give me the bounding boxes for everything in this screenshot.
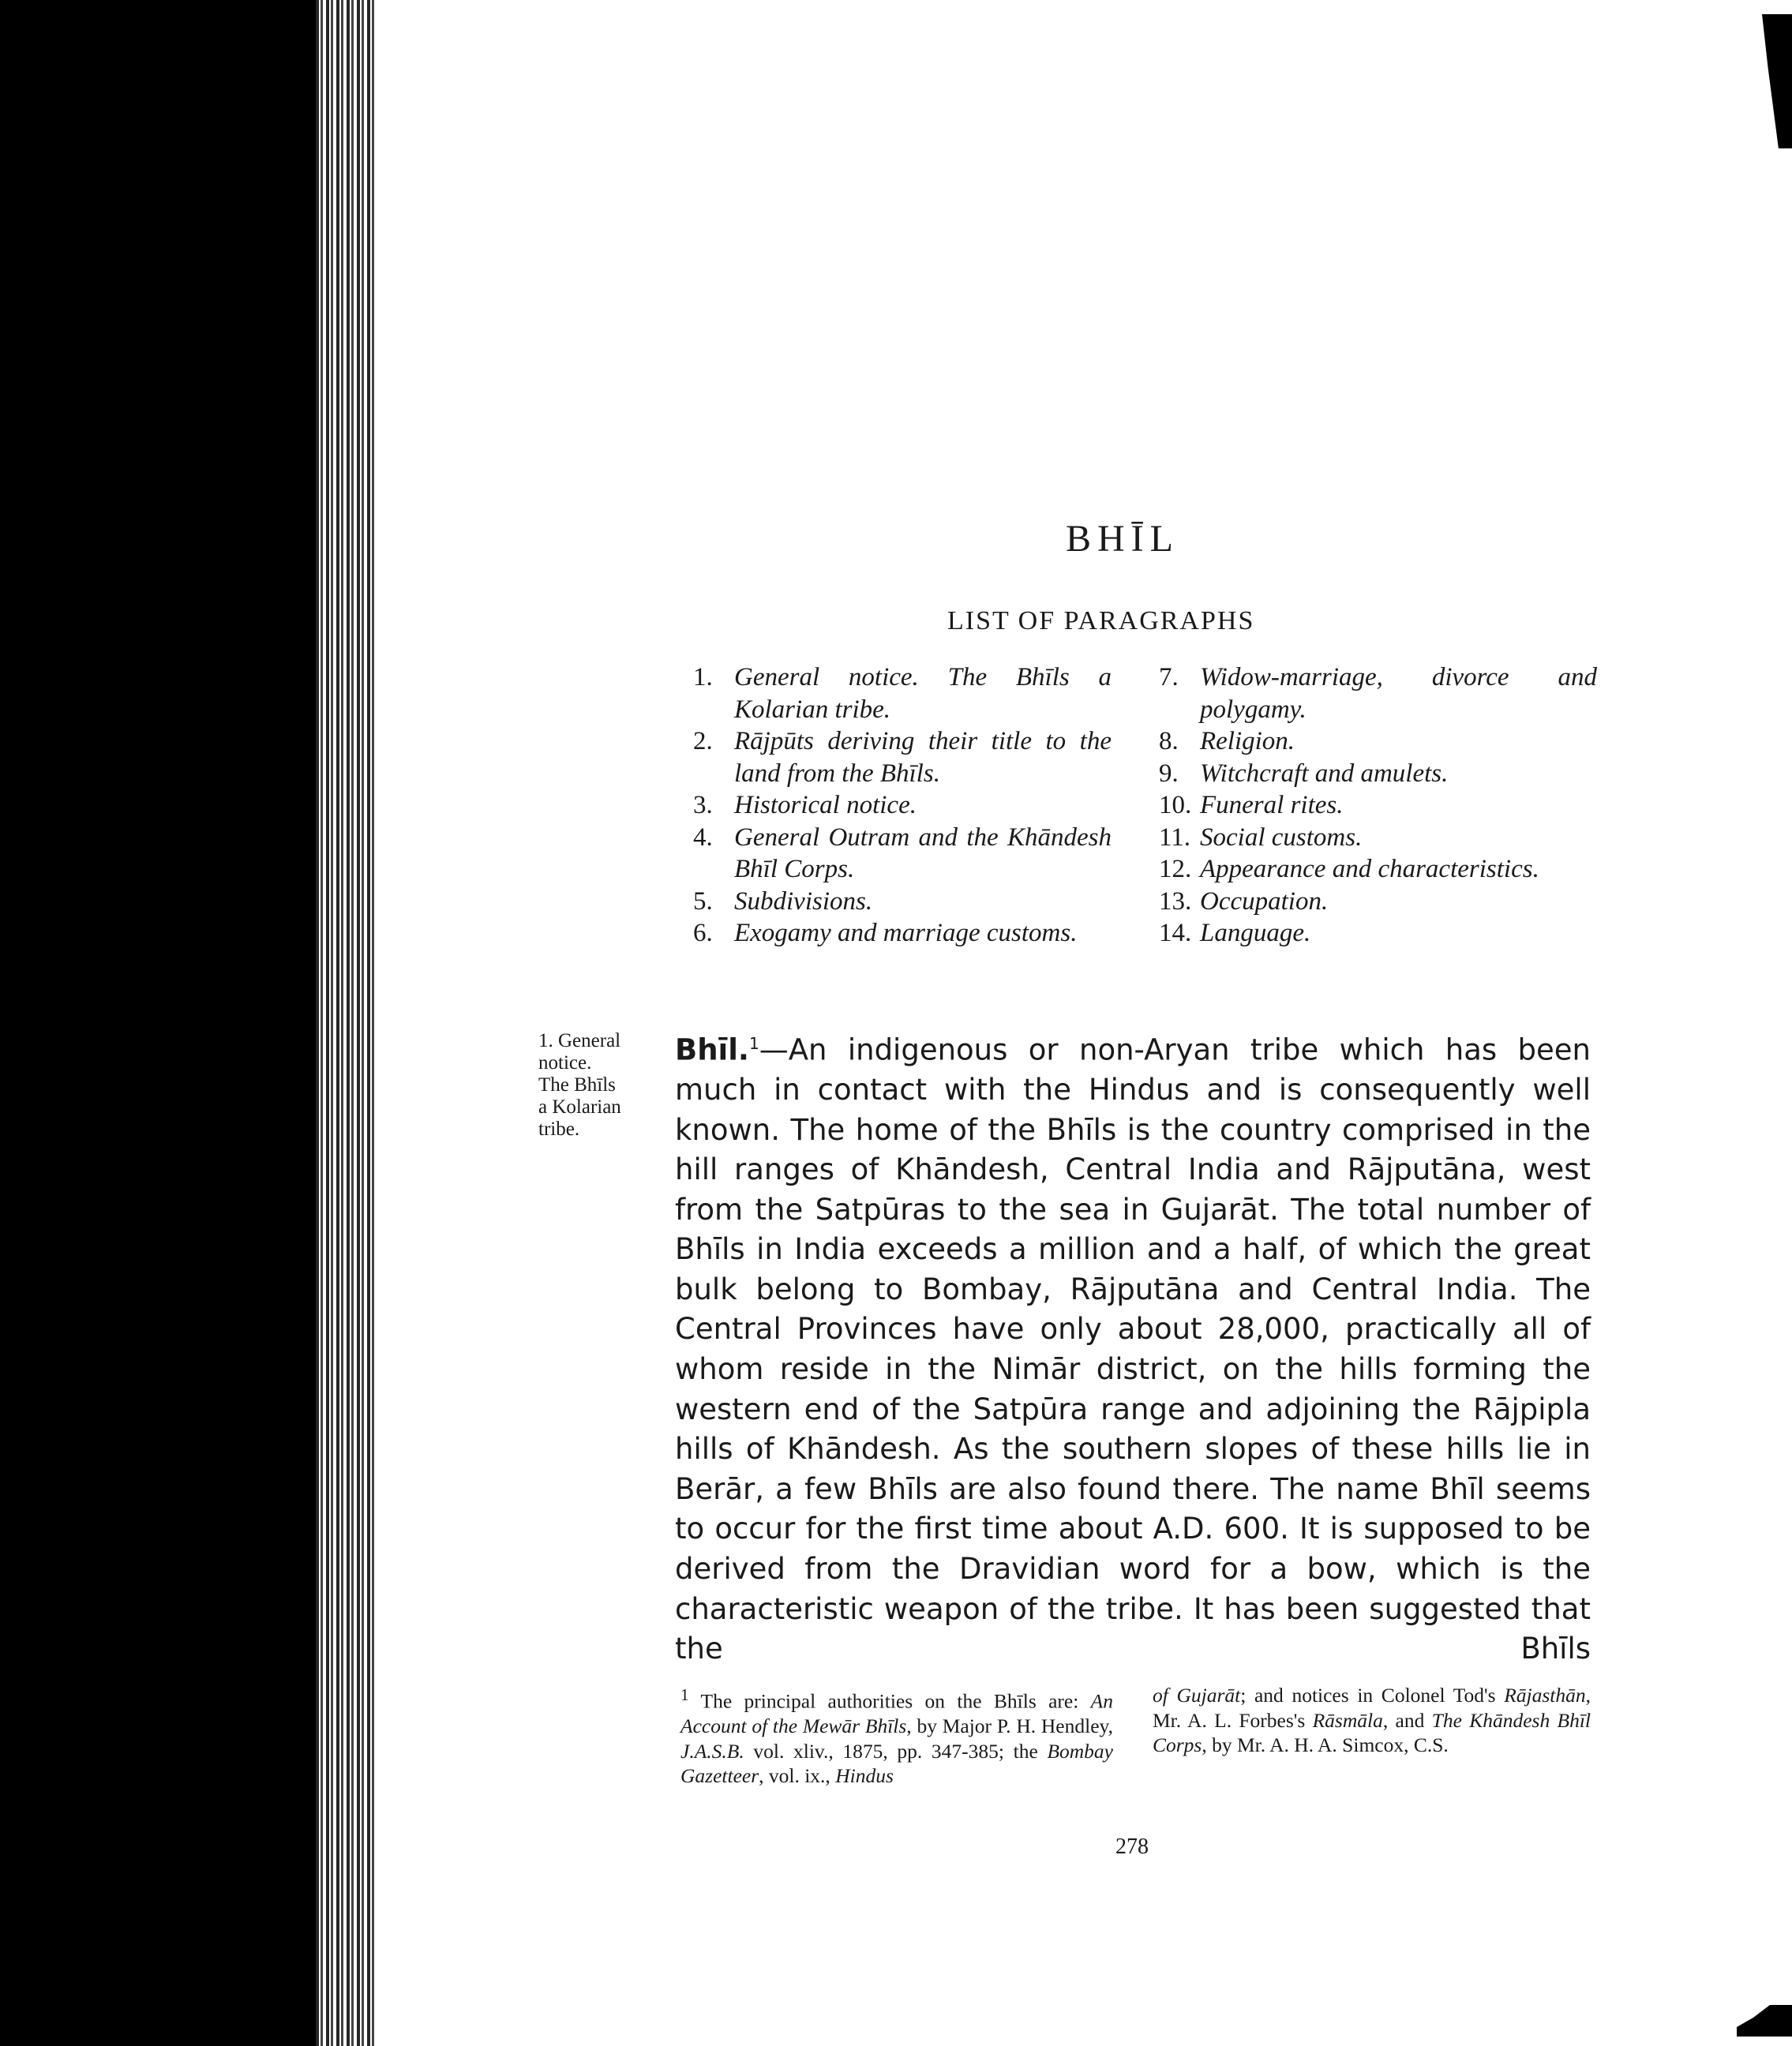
scan-mark-top-right (1762, 14, 1792, 148)
footnote-text-right (1153, 1683, 1591, 1758)
list-item-text: Rājpūts deriving their title to the land from the Bhīls. (734, 727, 1112, 788)
footnote-text-run: , by Major P. H. Hendley, (906, 1714, 1113, 1737)
footnote-text-run: vol. xliv., 1875, pp. 347-385; the (744, 1739, 1048, 1763)
list-item (693, 886, 1112, 918)
list-item-text: Religion. (1200, 727, 1295, 755)
footnote-text-left (680, 1683, 1113, 1789)
list-item-number: 9. (1159, 759, 1179, 788)
list-item-text: General notice. The Bhīls a Kolarian tribe. (734, 663, 1112, 724)
list-item (1159, 886, 1597, 918)
list-item-text: Occupation. (1200, 886, 1329, 916)
footnote-marker: 1 (680, 1685, 689, 1704)
list-item-number: 7. (1159, 663, 1179, 691)
footnote-italic-title: The Khāndesh Bhīl Corps (1153, 1708, 1591, 1756)
paragraph-list-right (1159, 661, 1597, 950)
sidenote-line: The Bhīls (538, 1074, 616, 1096)
list-item (693, 661, 1112, 725)
footnote-text-run: ; and notices in Colonel Tod's (1240, 1684, 1505, 1707)
page-number: 278 (1115, 1834, 1149, 1859)
footnote-text-run: , by Mr. A. H. A. Simcox, C.S. (1202, 1733, 1449, 1756)
list-item-text: Exogamy and marriage customs. (734, 919, 1078, 947)
footnote-italic-title: of Gujarāt (1153, 1684, 1241, 1707)
list-item-text: Subdivisions. (734, 886, 873, 916)
footnote-text-run: , vol. ix., (759, 1764, 836, 1787)
sidenote-line: tribe. (538, 1119, 580, 1140)
list-heading: LIST OF PARAGRAPHS (947, 606, 1255, 635)
list-item-number: 10. (1159, 791, 1192, 819)
list-item-number: 6. (693, 919, 713, 947)
list-item-number: 5. (693, 886, 713, 916)
footnote-italic-title: Bombay Gazetteer (680, 1739, 1113, 1787)
sidenote-line: notice. (538, 1052, 592, 1074)
list-item (1159, 661, 1597, 725)
footnote-text-run: , and (1382, 1708, 1432, 1732)
footnote-text-run: The principal authorities on the Bhīls are: (700, 1689, 1091, 1713)
list-item-number: 14. (1159, 919, 1192, 947)
footnote-italic-title: Rājasthān (1504, 1684, 1586, 1707)
list-item (1159, 853, 1597, 886)
footnote-italic-title: Rāsmāla (1312, 1708, 1383, 1732)
list-item (1159, 822, 1597, 854)
entry-headword: Bhīl. (675, 1032, 749, 1067)
list-item (1159, 725, 1597, 758)
list-item-number: 8. (1159, 727, 1179, 755)
list-item-text: Historical notice. (734, 791, 917, 819)
list-item (693, 917, 1112, 950)
list-item-text: Language. (1200, 919, 1311, 947)
margin-sidenote (538, 1030, 661, 1141)
scan-border-left (0, 0, 316, 2046)
footnote-column-right (1153, 1683, 1591, 1758)
footnote-reference: 1 (748, 1034, 759, 1053)
list-item-number: 2. (693, 727, 713, 755)
list-item-text: Funeral rites. (1200, 791, 1344, 819)
list-item (693, 789, 1112, 822)
sidenote-line: 1. General (538, 1030, 621, 1051)
list-item-text: Widow-marriage, divorce and polygamy. (1200, 663, 1597, 724)
list-item-text: Social customs. (1200, 823, 1363, 852)
list-item (693, 822, 1112, 886)
scan-gutter-noise (316, 0, 375, 2046)
list-item (1159, 917, 1597, 950)
footnote-italic-title: An Account of the Mewār Bhīls (680, 1689, 1113, 1737)
page-title: BHĪL (1066, 518, 1179, 560)
list-item-number: 3. (693, 791, 713, 819)
list-item-number: 11. (1159, 823, 1191, 852)
body-text: —An indigenous or non-Aryan tribe which has been much in contact with the Hindus and is consequently well known. The home of the Bhīls is the country comprised in the hill ranges of Khāndesh, Central India and Rājputāna, west from the Satpūras to the sea in Gujarāt. The total number of Bhīls in India exceeds a million and a half, of which the great bulk belong to Bombay, Rājputāna and Central India. The Central Provinces have only about 28,000, practically all of whom reside in the Nimār district, on the hills forming the western end of the Satpūra range and adjoining the Rājpipla hills of Khāndesh. As the southern slopes of these hills lie in Berār, a few Bhīls are also found there. The name Bhīl seems to occur for the first time about A.D. 600. It is supposed to be derived from the Dravidian word for a bow, which is the characteristic weapon of the tribe. It has been suggested that the Bhīls (675, 1032, 1591, 1666)
list-item-text: General Outram and the Khāndesh Bhīl Corps. (734, 823, 1112, 883)
list-item-number: 4. (693, 823, 713, 852)
scan-mark-bottom-right (1737, 2005, 1792, 2037)
list-item-number: 13. (1159, 886, 1192, 916)
footnote-column-left (680, 1683, 1113, 1789)
paragraph-list-left (693, 661, 1112, 950)
list-item (1159, 789, 1597, 822)
list-item-number: 12. (1159, 855, 1192, 883)
list-item-number: 1. (693, 663, 713, 691)
body-paragraph (675, 1024, 1591, 1669)
list-item (693, 725, 1112, 789)
footnote-italic-title: J.A.S.B. (680, 1739, 744, 1763)
list-item-text: Witchcraft and amulets. (1200, 759, 1449, 788)
list-item-text: Appearance and characteristics. (1200, 855, 1539, 883)
sidenote-line: a Kolarian (538, 1096, 621, 1118)
list-item (1159, 758, 1597, 790)
footnote-italic-title: Hindus (835, 1764, 894, 1787)
footnote-text-run: , Mr. A. L. Forbes's (1153, 1684, 1591, 1732)
